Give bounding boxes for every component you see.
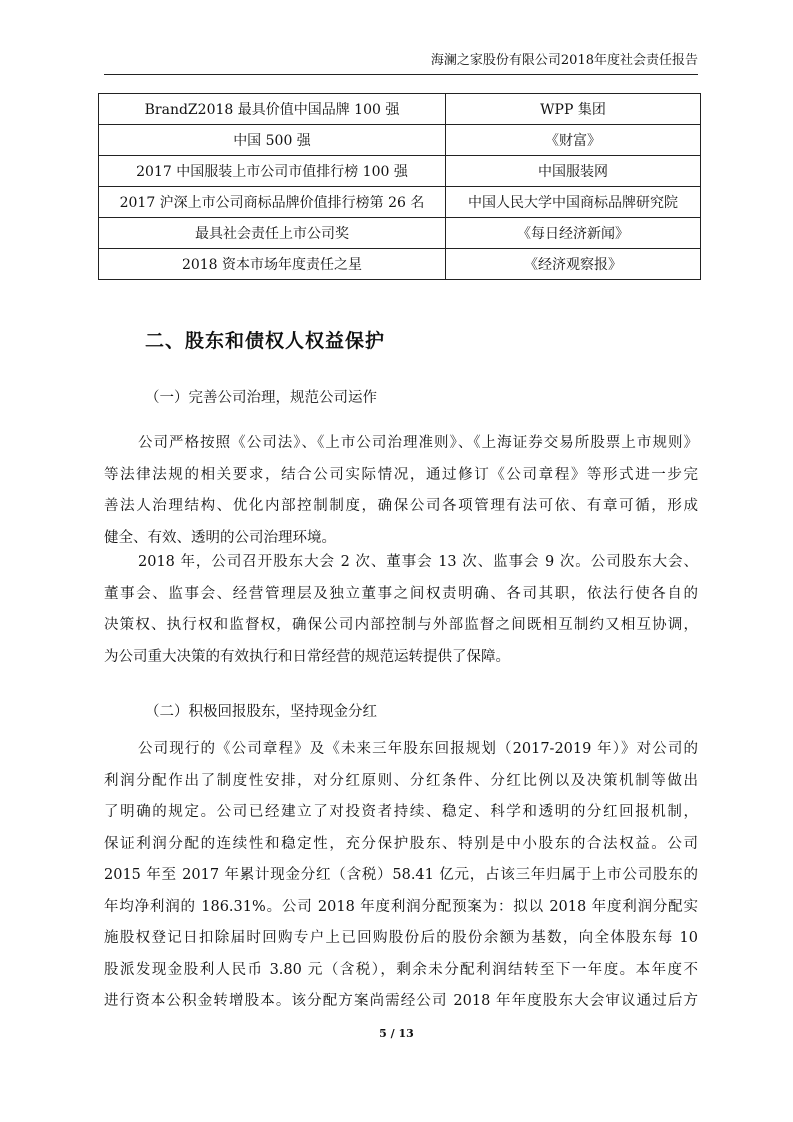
award-name-cell: 2018 资本市场年度责任之星 (99, 249, 446, 280)
paragraph-line: 等法律法规的相关要求，结合公司实际情况，通过修订《公司章程》等形式进一步完 (104, 466, 698, 483)
subsection-title-dividends: （二）积极回报股东，坚持现金分红 (145, 704, 377, 720)
paragraph-line: 了明确的规定。公司已经建立了对投资者持续、稳定、科学和透明的分红回报机制， (104, 804, 698, 820)
table-row (99, 156, 701, 187)
award-issuer-cell: 中国人民大学中国商标品牌研究院 (446, 187, 701, 218)
award-issuer-cell: 《经济观察报》 (446, 249, 701, 280)
paragraph-line: 决策权、执行权和监督权，确保公司内部控制与外部监督之间既相互制约又相互协调， (104, 617, 698, 633)
paragraph-line: 施股权登记日扣除届时回购专户上已回购股份后的股份余额为基数，向全体股东每 10 (104, 930, 698, 946)
awards-table (98, 93, 701, 280)
section-title: 二、股东和债权人权益保护 (145, 330, 386, 352)
award-issuer-cell: 中国服装网 (446, 156, 701, 187)
paragraph-line: 进行资本公积金转增股本。该分配方案尚需经公司 2018 年年度股东大会审议通过后方 (104, 993, 698, 1009)
table-row (99, 187, 701, 218)
page-number: 5 / 13 (379, 1027, 414, 1040)
paragraph-governance-2 (104, 547, 698, 673)
award-issuer-cell: 《财富》 (446, 125, 701, 156)
award-name-cell: 中国 500 强 (99, 125, 446, 156)
paragraph-line: 公司严格按照《公司法》、《上市公司治理准则》、《上海证券交易所股票上市规则》 (138, 435, 698, 451)
paragraph-line: 2018 年，公司召开股东大会 2 次、董事会 13 次、监事会 9 次。公司股东大会、 (138, 554, 698, 570)
paragraph-line: 董事会、监事会、经营管理层及独立董事之间权责明确、各司其职，依法行使各自的 (104, 585, 698, 602)
award-name-cell: BrandZ2018 最具价值中国品牌 100 强 (99, 94, 446, 125)
paragraph-governance-1 (104, 428, 698, 554)
report-header: 海澜之家股份有限公司2018年度社会责任报告 (104, 52, 698, 75)
table-row (99, 249, 701, 280)
award-name-cell: 2017 中国服装上市公司市值排行榜 100 强 (99, 156, 446, 187)
award-issuer-cell: WPP 集团 (446, 94, 701, 125)
paragraph-line: 2015 年至 2017 年累计现金分红（含税）58.41 亿元，占该三年归属于上市公司股东的 (104, 867, 698, 883)
paragraph-line: 股派发现金股利人民币 3.80 元（含税），剩余未分配利润结转至下一年度。本年度不 (104, 961, 698, 978)
paragraph-line: 善法人治理结构、优化内部控制制度，确保公司各项管理有法可依、有章可循，形成 (104, 498, 698, 514)
paragraph-line: 健全、有效、透明的公司治理环境。 (104, 529, 336, 546)
award-name-cell: 最具社会责任上市公司奖 (99, 218, 446, 249)
award-issuer-cell: 《每日经济新闻》 (446, 218, 701, 249)
paragraph-dividends (104, 734, 698, 1018)
table-row (99, 125, 701, 156)
table-row (99, 218, 701, 249)
subsection-title-governance: （一）完善公司治理，规范公司运作 (145, 390, 377, 406)
paragraph-line: 年均净利润的 186.31%。公司 2018 年度利润分配预案为：拟以 2018 年度利润分配实 (104, 898, 698, 915)
paragraph-line: 利润分配作出了制度性安排，对分红原则、分红条件、分红比例以及决策机制等做出 (104, 772, 698, 789)
paragraph-line: 公司现行的《公司章程》及《未来三年股东回报规划（2017-2019 年）》对公司的 (138, 741, 698, 757)
paragraph-line: 为公司重大决策的有效执行和日常经营的规范运转提供了保障。 (104, 648, 510, 665)
table-row (99, 94, 701, 125)
paragraph-line: 保证利润分配的连续性和稳定性，充分保护股东、特别是中小股东的合法权益。公司 (104, 835, 698, 852)
award-name-cell: 2017 沪深上市公司商标品牌价值排行榜第 26 名 (99, 187, 446, 218)
